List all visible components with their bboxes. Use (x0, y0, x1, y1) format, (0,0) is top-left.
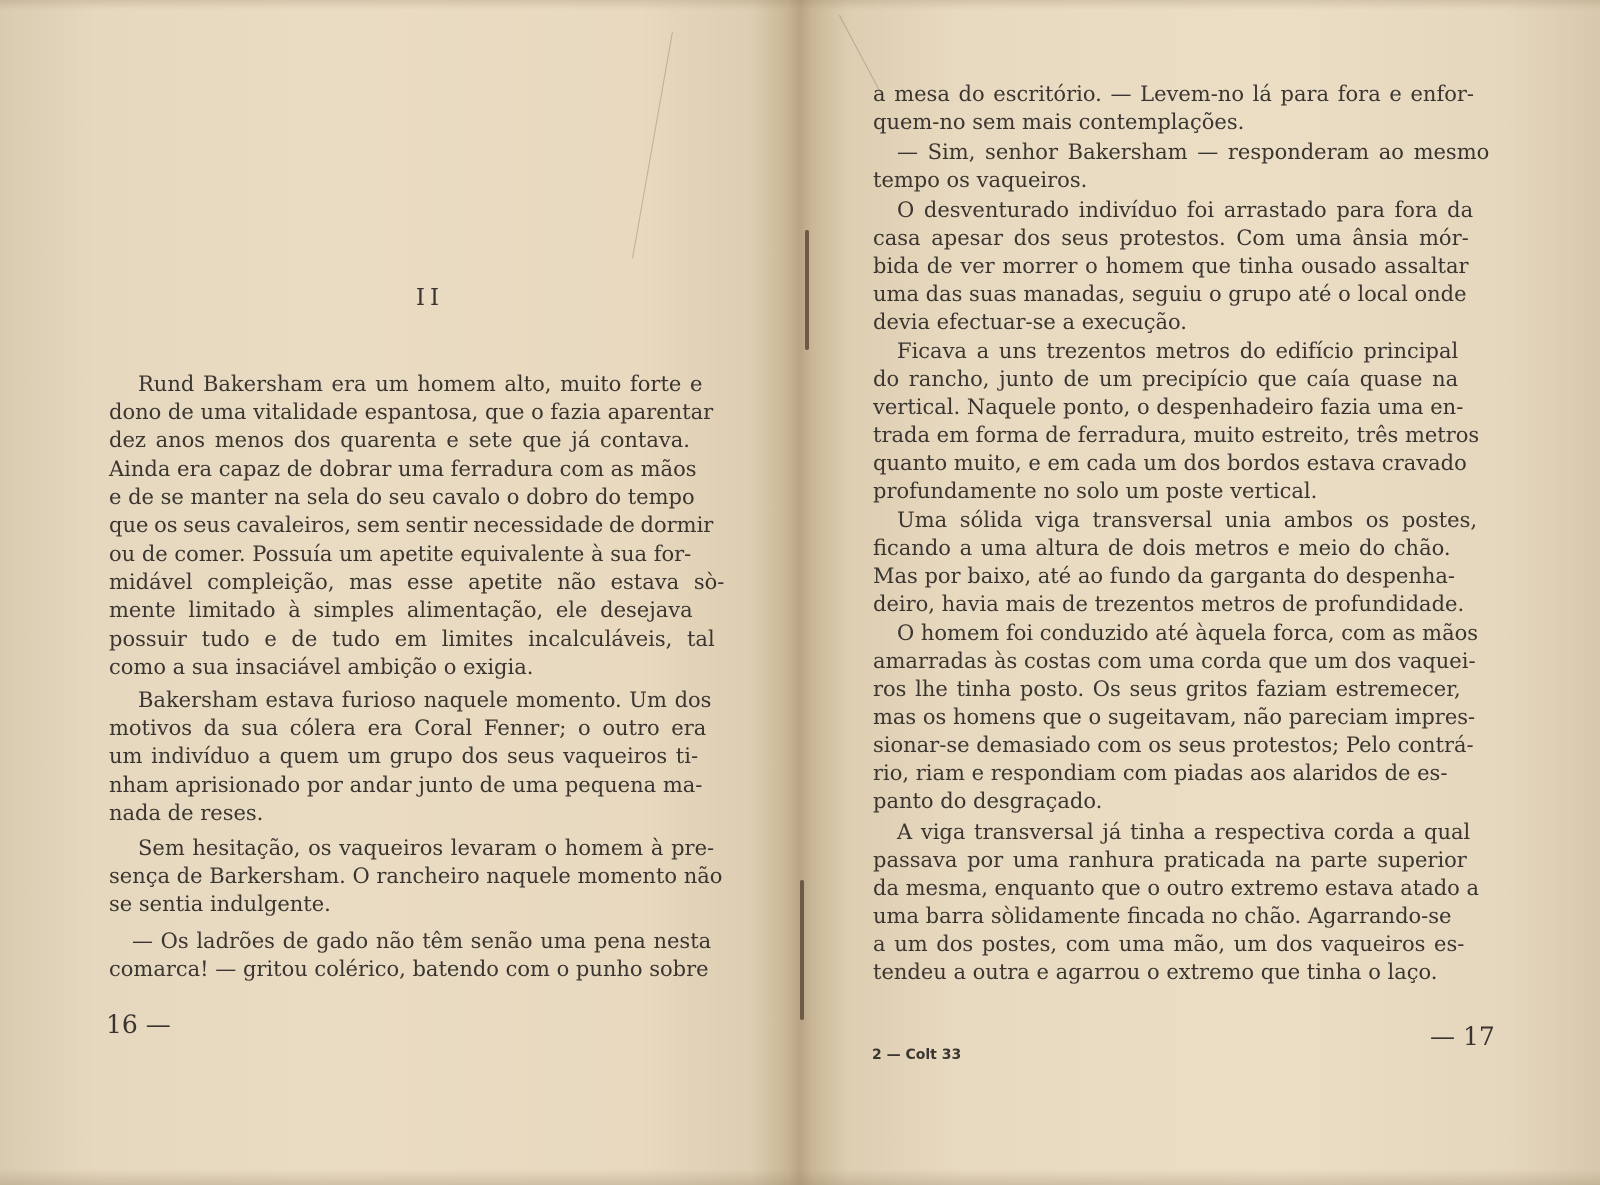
right-line: Uma sólida viga transversal unia ambos os postes, (897, 508, 1478, 532)
chapter-heading: II (415, 285, 445, 311)
right-line: passava por uma ranhura praticada na parte superior (873, 848, 1467, 872)
left-line: se sentia indulgente. (109, 892, 331, 916)
right-line: — Sim, senhor Bakersham — responderam ao mesmo (897, 140, 1490, 164)
left-line: ou de comer. Possuía um apetite equivalente à sua for- (109, 542, 692, 566)
page-number-right: — 17 (1430, 1022, 1495, 1051)
right-line: do rancho, junto de um precipício que caía quase na (873, 367, 1459, 391)
left-line: — Os ladrões de gado não têm senão uma pena nesta (132, 929, 712, 953)
right-line: A viga transversal já tinha a respectiva corda a qual (897, 820, 1471, 844)
right-line: panto do desgraçado. (873, 789, 1103, 813)
right-line: casa apesar dos seus protestos. Com uma ânsia mór- (873, 226, 1469, 250)
right-line: O homem foi conduzido até àquela forca, com as mãos (897, 621, 1479, 645)
left-line: Sem hesitação, os vaqueiros levaram o homem à pre- (138, 836, 715, 860)
right-line: mas os homens que o sugeitavam, não pareciam impres- (873, 705, 1476, 729)
right-line: rio, riam e respondiam com piadas aos alaridos de es- (873, 761, 1448, 785)
left-line: nham aprisionado por andar junto de uma pequena ma- (109, 773, 703, 797)
right-line: da mesma, enquanto que o outro extremo estava atado a (873, 876, 1480, 900)
left-line: mente limitado à simples alimentação, ele desejava (109, 598, 693, 622)
right-line: bida de ver morrer o homem que tinha ousado assaltar (873, 254, 1469, 278)
right-line: ficando a uma altura de dois metros e meio do chão. (873, 536, 1451, 560)
right-line: O desventurado indivíduo foi arrastado para fora da (897, 198, 1474, 222)
left-line: dono de uma vitalidade espantosa, que o fazia aparentar (109, 400, 714, 424)
left-line: Bakersham estava furioso naquele momento. Um dos (138, 688, 712, 712)
left-line: como a sua insaciável ambição o exigia. (109, 655, 534, 679)
right-line: vertical. Naquele ponto, o despenhadeiro fazia uma en- (873, 395, 1464, 419)
right-line: trada em forma de ferradura, muito estreito, três metros (873, 423, 1480, 447)
right-line: quem-no sem mais contemplações. (873, 110, 1245, 134)
right-line: ros lhe tinha posto. Os seus gritos faziam estremecer, (873, 677, 1461, 701)
right-line: tendeu a outra e agarrou o extremo que tinha o laço. (873, 960, 1438, 984)
left-line: que os seus cavaleiros, sem sentir necessidade de dormir (109, 513, 714, 537)
left-line: e de se manter na sela do seu cavalo o dobro do tempo (109, 485, 695, 509)
left-line: Ainda era capaz de dobrar uma ferradura com as mãos (109, 457, 697, 481)
left-line: nada de reses. (109, 801, 264, 825)
right-line: amarradas às costas com uma corda que um dos vaquei- (873, 649, 1476, 673)
right-line: sionar-se demasiado com os seus protestos; Pelo contrá- (873, 733, 1474, 757)
right-line: a mesa do escritório. — Levem-no lá para fora e enfor- (873, 82, 1475, 106)
right-line: a um dos postes, com uma mão, um dos vaqueiros es- (873, 932, 1465, 956)
right-line: deiro, havia mais de trezentos metros de profundidade. (873, 592, 1465, 616)
left-line: sença de Barkersham. O rancheiro naquele momento não (109, 864, 723, 888)
right-page (800, 0, 1600, 1185)
left-line: motivos da sua cólera era Coral Fenner; o outro era (109, 716, 707, 740)
right-line: profundamente no solo um poste vertical. (873, 479, 1318, 503)
page-number-left: 16 — (106, 1010, 171, 1039)
right-line: devia efectuar-se a execução. (873, 310, 1187, 334)
right-line: Mas por baixo, até ao fundo da garganta do despenha- (873, 564, 1455, 588)
left-line: um indivíduo a quem um grupo dos seus vaqueiros ti- (109, 744, 699, 768)
left-line: comarca! — gritou colérico, batendo com o punho sobre (109, 957, 709, 981)
right-line: Ficava a uns trezentos metros do edifício principal (897, 339, 1459, 363)
signature-mark: 2 — Colt 33 (872, 1047, 962, 1063)
right-line: uma barra sòlidamente fincada no chão. Agarrando-se (873, 904, 1452, 928)
right-line: quanto muito, e em cada um dos bordos estava cravado (873, 451, 1467, 475)
left-line: possuir tudo e de tudo em limites incalculáveis, tal (109, 627, 715, 651)
right-line: uma das suas manadas, seguiu o grupo até o local onde (873, 282, 1467, 306)
left-line: dez anos menos dos quarenta e sete que já contava. (109, 428, 690, 452)
left-line: midável compleição, mas esse apetite não estava sò- (109, 570, 725, 594)
left-line: Rund Bakersham era um homem alto, muito forte e (138, 372, 703, 396)
right-line: tempo os vaqueiros. (873, 168, 1088, 192)
